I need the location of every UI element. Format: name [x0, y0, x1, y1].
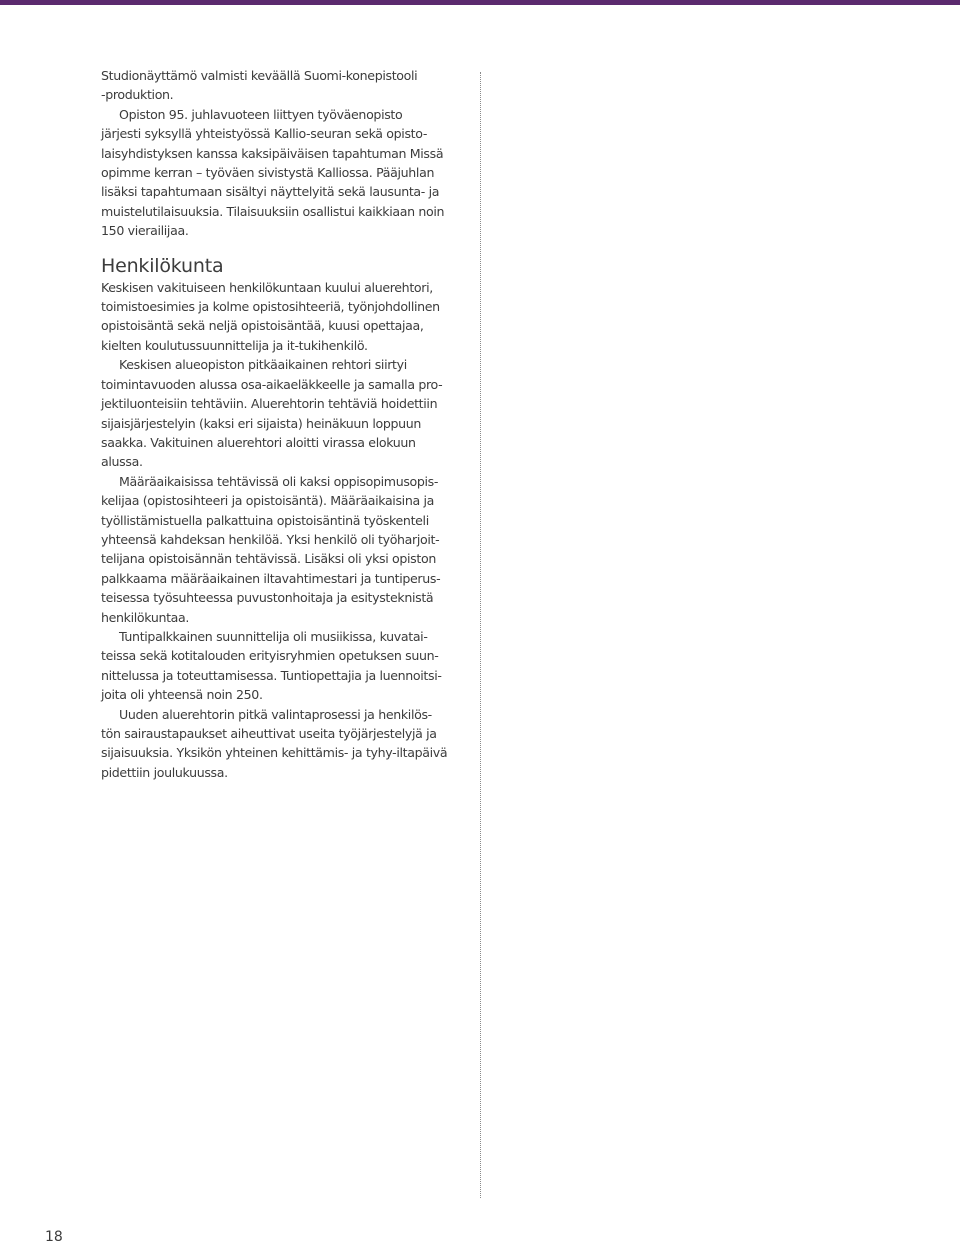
- paragraph-anniversary-event: Opiston 95. juhlavuoteen liittyen työväenopisto järjesti syksyllä yhteistyössä Kallio-seuran sekä opisto- laisyhdistyksen kanssa kaksipäiväisen tapahtuman Missä opimme kerran – työväen sivistystä Kalliossa. Pääjuhlan lisäksi tapahtumaan sisältyi näyttelyitä sekä lausunta- ja muistelutilaisuuksia. Tilaisuuksiin osallistui kaikkiaan noin 150 vierailijaa.: [101, 106, 445, 239]
- text-column: [101, 66, 473, 782]
- paragraph-permanent-staff: Keskisen vakituiseen henkilökuntaan kuului aluerehtori, toimistoesimies ja kolme opistosihteeriä, työnjohdollinen opistoisäntä sekä neljä opistoisäntää, kuusi opettajaa, kielten koulutussuunnittelija ja it-tukihenkilö.: [101, 279, 440, 353]
- column-divider: [480, 72, 481, 1198]
- section-heading-staff: Henkilökunta: [101, 254, 224, 277]
- paragraph-production: Studionäyttämö valmisti keväällä Suomi-konepistooli -produktion.: [101, 68, 418, 103]
- page-number: 18: [45, 1229, 63, 1245]
- paragraph-hourly-staff: Tuntipalkkainen suunnittelija oli musiikissa, kuvatai- teissa sekä kotitalouden erityisryhmien opetuksen suun- nittelussa ja toteuttamisessa. Tuntiopettajia ja luennoitsi- joita oli yhteensä noin 250.: [101, 628, 442, 703]
- paragraph-fixed-term-staff: Määräaikaisissa tehtävissä oli kaksi oppisopimusopis- kelijaa (opistosihteeri ja opistoisäntä). Määräaikaisina ja työllistämistuella palkattuina opistoisäntinä työskenteli yhteensä kahdeksan henkilöä. Yksi henkilö oli työharjoit- telijana opistoisännän tehtävissä. Lisäksi oli yksi opiston palkkaama määräaikainen iltavahtimestari ja tuntiperus- teisessa työsuhteessa puvustonhoitaja ja esitysteknistä henkilökuntaa.: [101, 473, 441, 625]
- paragraph-principal-change: Keskisen alueopiston pitkäaikainen rehtori siirtyi toimintavuoden alussa osa-aikaeläkkeelle ja samalla pro- jektiluonteisiin tehtäviin. Aluerehtorin tehtäviä hoidettiin sijaisjärjestelyin (kaksi eri sijaista) heinäkuun loppuun saakka. Vakituinen aluerehtori aloitti virassa elokuun alussa.: [101, 357, 443, 470]
- paragraph-recruitment: Uuden aluerehtorin pitkä valintaprosessi ja henkilös- tön sairaustapaukset aiheuttivat useita työjärjestelyjä ja sijaisuuksia. Yksikön yhteinen kehittämis- ja tyhy-iltapäivä pidettiin joulukuussa.: [101, 706, 448, 780]
- top-accent-bar: [0, 0, 960, 5]
